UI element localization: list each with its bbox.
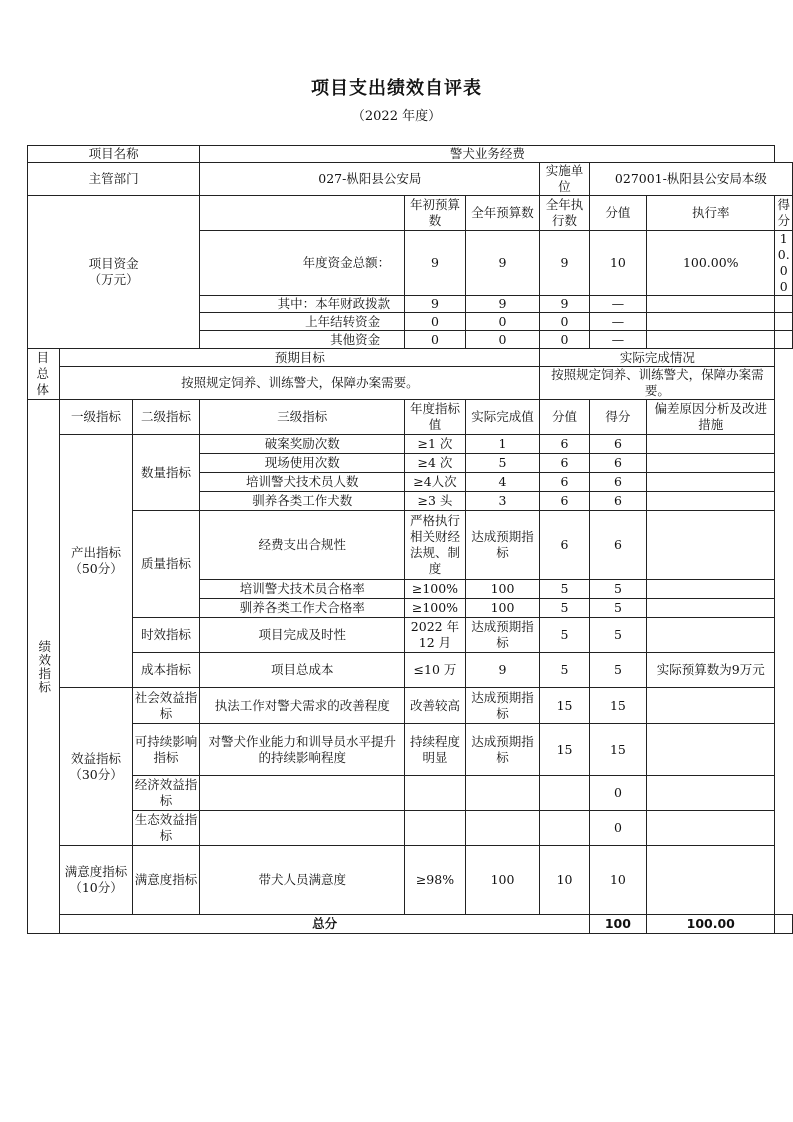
level1-satisfaction: 满意度指标（10分） bbox=[60, 846, 132, 915]
indicator-note bbox=[647, 511, 775, 580]
implementer-value: 027001-枞阳县公安局本级 bbox=[589, 163, 792, 196]
total-score: 100.00 bbox=[647, 915, 775, 934]
indicator-target: ≥100% bbox=[405, 580, 466, 599]
perf-row bbox=[28, 776, 793, 811]
funds-row-name: 其中：本年财政拨款 bbox=[200, 296, 405, 313]
funds-cell: 0 bbox=[540, 313, 590, 331]
indicator-weight: 6 bbox=[540, 511, 590, 580]
indicator-score: 6 bbox=[589, 492, 646, 511]
indicator-target: ≥4 次 bbox=[405, 454, 466, 473]
funds-cell: 0 bbox=[405, 331, 466, 349]
perf-header-row bbox=[28, 400, 793, 435]
funds-cell: 9 bbox=[405, 296, 466, 313]
indicator-score: 15 bbox=[589, 724, 646, 776]
indicator-actual: 9 bbox=[465, 653, 539, 688]
indicator-score: 5 bbox=[589, 618, 646, 653]
level2-ecology: 生态效益指标 bbox=[132, 811, 200, 846]
funds-cell bbox=[647, 313, 775, 331]
indicator-actual: 4 bbox=[465, 473, 539, 492]
indicator-note bbox=[647, 776, 775, 811]
perf-row bbox=[28, 811, 793, 846]
indicator-name bbox=[200, 811, 405, 846]
funds-header-cell: 全年执行数 bbox=[540, 196, 590, 231]
level2-timeliness: 时效指标 bbox=[132, 618, 200, 653]
indicator-weight bbox=[540, 776, 590, 811]
actual-result-text: 按照规定饲养、训练警犬，保障办案需要。 bbox=[540, 367, 775, 400]
self-evaluation-table bbox=[27, 145, 793, 934]
perf-header-cell: 年度指标值 bbox=[405, 400, 466, 435]
indicator-weight: 15 bbox=[540, 724, 590, 776]
indicator-weight: 5 bbox=[540, 618, 590, 653]
indicator-name: 驯养各类工作犬合格率 bbox=[200, 599, 405, 618]
funds-cell: — bbox=[589, 331, 646, 349]
funds-row-name: 年度资金总额： bbox=[200, 231, 405, 296]
indicator-score: 6 bbox=[589, 454, 646, 473]
funds-cell bbox=[775, 296, 793, 313]
expected-goal-label: 预期目标 bbox=[60, 349, 540, 367]
perf-header-cell: 三级指标 bbox=[200, 400, 405, 435]
funds-cell: 0 bbox=[405, 313, 466, 331]
level2-satisfy: 满意度指标 bbox=[132, 846, 200, 915]
indicator-score: 10 bbox=[589, 846, 646, 915]
indicator-weight bbox=[540, 811, 590, 846]
perf-row bbox=[28, 846, 793, 915]
perf-row bbox=[28, 688, 793, 724]
funds-cell: — bbox=[589, 296, 646, 313]
project-name-row bbox=[28, 146, 793, 163]
project-name-value: 警犬业务经费 bbox=[200, 146, 775, 163]
level2-economic: 经济效益指标 bbox=[132, 776, 200, 811]
indicator-score: 6 bbox=[589, 511, 646, 580]
indicator-actual: 100 bbox=[465, 580, 539, 599]
indicator-name: 经费支出合规性 bbox=[200, 511, 405, 580]
perf-header-cell: 得分 bbox=[589, 400, 646, 435]
funds-cell: 0 bbox=[465, 313, 539, 331]
indicator-note bbox=[647, 618, 775, 653]
indicator-name: 执法工作对警犬需求的改善程度 bbox=[200, 688, 405, 724]
funds-cell: 9 bbox=[465, 231, 539, 296]
indicator-name: 现场使用次数 bbox=[200, 454, 405, 473]
indicator-note bbox=[647, 492, 775, 511]
indicator-score: 0 bbox=[589, 776, 646, 811]
level2-quality: 质量指标 bbox=[132, 511, 200, 618]
perf-section-label: 绩效指标 bbox=[28, 400, 60, 934]
indicator-note bbox=[647, 688, 775, 724]
indicator-target bbox=[405, 811, 466, 846]
funds-cell: 9 bbox=[540, 296, 590, 313]
indicator-note bbox=[647, 473, 775, 492]
indicator-score: 6 bbox=[589, 435, 646, 454]
indicator-weight: 6 bbox=[540, 435, 590, 454]
funds-header-cell: 分值 bbox=[589, 196, 646, 231]
funds-label: 项目资金 （万元） bbox=[28, 196, 200, 349]
page-title: 项目支出绩效自评表 bbox=[311, 78, 482, 99]
indicator-actual: 达成预期指标 bbox=[465, 511, 539, 580]
indicator-target bbox=[405, 776, 466, 811]
indicator-note bbox=[647, 811, 775, 846]
indicator-actual: 100 bbox=[465, 599, 539, 618]
indicator-actual: 达成预期指标 bbox=[465, 688, 539, 724]
level2-quantity: 数量指标 bbox=[132, 435, 200, 511]
indicator-target: ≤10 万 bbox=[405, 653, 466, 688]
department-label: 主管部门 bbox=[28, 163, 200, 196]
indicator-target: ≥4人次 bbox=[405, 473, 466, 492]
indicator-note bbox=[647, 724, 775, 776]
indicator-target: ≥100% bbox=[405, 599, 466, 618]
level2-social: 社会效益指标 bbox=[132, 688, 200, 724]
indicator-target: 2022 年 12 月 bbox=[405, 618, 466, 653]
indicator-name bbox=[200, 776, 405, 811]
level1-output: 产出指标（50分） bbox=[60, 435, 132, 688]
indicator-actual: 3 bbox=[465, 492, 539, 511]
perf-header-cell: 一级指标 bbox=[60, 400, 132, 435]
indicator-note bbox=[647, 435, 775, 454]
total-note bbox=[775, 915, 793, 934]
indicator-weight: 15 bbox=[540, 688, 590, 724]
expected-goal-text: 按照规定饲养、训练警犬，保障办案需要。 bbox=[60, 367, 540, 400]
indicator-score: 15 bbox=[589, 688, 646, 724]
perf-row bbox=[28, 511, 793, 580]
indicator-weight: 10 bbox=[540, 846, 590, 915]
funds-cell bbox=[775, 313, 793, 331]
indicator-score: 6 bbox=[589, 473, 646, 492]
indicator-score: 5 bbox=[589, 653, 646, 688]
perf-row bbox=[28, 724, 793, 776]
indicator-note bbox=[647, 599, 775, 618]
total-weight: 100 bbox=[589, 915, 646, 934]
department-value: 027-枞阳县公安局 bbox=[200, 163, 540, 196]
funds-cell: 10.00 bbox=[775, 231, 793, 296]
year-subtitle: （2022 年度） bbox=[351, 109, 442, 124]
funds-cell: 9 bbox=[540, 231, 590, 296]
indicator-score: 5 bbox=[589, 580, 646, 599]
funds-header-cell: 执行率 bbox=[647, 196, 775, 231]
indicator-name: 培训警犬技术员人数 bbox=[200, 473, 405, 492]
funds-cell: 9 bbox=[465, 296, 539, 313]
perf-header-cell: 二级指标 bbox=[132, 400, 200, 435]
indicator-name: 对警犬作业能力和训导员水平提升的持续影响程度 bbox=[200, 724, 405, 776]
funds-header-cell: 得分 bbox=[775, 196, 793, 231]
indicator-name: 项目总成本 bbox=[200, 653, 405, 688]
funds-row-name: 其他资金 bbox=[200, 331, 405, 349]
level2-cost: 成本指标 bbox=[132, 653, 200, 688]
indicator-actual: 达成预期指标 bbox=[465, 618, 539, 653]
perf-header-cell: 偏差原因分析及改进措施 bbox=[647, 400, 775, 435]
indicator-note bbox=[647, 580, 775, 599]
funds-cell bbox=[647, 296, 775, 313]
goals-text-row bbox=[28, 367, 793, 400]
indicator-target: 持续程度明显 bbox=[405, 724, 466, 776]
goals-header-row bbox=[28, 349, 793, 367]
indicator-note bbox=[647, 454, 775, 473]
funds-cell: 0 bbox=[540, 331, 590, 349]
level2-sustain: 可持续影响指标 bbox=[132, 724, 200, 776]
indicator-weight: 6 bbox=[540, 492, 590, 511]
indicator-target: ≥3 头 bbox=[405, 492, 466, 511]
perf-row bbox=[28, 435, 793, 454]
indicator-name: 培训警犬技术员合格率 bbox=[200, 580, 405, 599]
indicator-target: 严格执行相关财经法规、制度 bbox=[405, 511, 466, 580]
funds-header-cell: 年初预算数 bbox=[405, 196, 466, 231]
indicator-target: ≥98% bbox=[405, 846, 466, 915]
indicator-name: 驯养各类工作犬数 bbox=[200, 492, 405, 511]
indicator-name: 带犬人员满意度 bbox=[200, 846, 405, 915]
perf-header-cell: 分值 bbox=[540, 400, 590, 435]
department-row bbox=[28, 163, 793, 196]
level1-benefit: 效益指标（30分） bbox=[60, 688, 132, 846]
funds-cell bbox=[647, 331, 775, 349]
indicator-target: ≥1 次 bbox=[405, 435, 466, 454]
funds-cell: 9 bbox=[405, 231, 466, 296]
indicator-score: 0 bbox=[589, 811, 646, 846]
funds-cell: — bbox=[589, 313, 646, 331]
indicator-actual: 达成预期指标 bbox=[465, 724, 539, 776]
indicator-actual bbox=[465, 776, 539, 811]
indicator-actual: 1 bbox=[465, 435, 539, 454]
goals-side-label: 目总体 bbox=[28, 349, 60, 400]
total-label: 总分 bbox=[60, 915, 589, 934]
perf-row bbox=[28, 653, 793, 688]
indicator-score: 5 bbox=[589, 599, 646, 618]
indicator-note bbox=[647, 846, 775, 915]
indicator-weight: 6 bbox=[540, 473, 590, 492]
indicator-weight: 5 bbox=[540, 580, 590, 599]
actual-result-label: 实际完成情况 bbox=[540, 349, 775, 367]
funds-cell: 0 bbox=[465, 331, 539, 349]
funds-cell: 10 bbox=[589, 231, 646, 296]
indicator-target: 改善较高 bbox=[405, 688, 466, 724]
funds-cell bbox=[775, 331, 793, 349]
perf-header-cell: 实际完成值 bbox=[465, 400, 539, 435]
indicator-name: 项目完成及时性 bbox=[200, 618, 405, 653]
total-row bbox=[28, 915, 793, 934]
project-name-label: 项目名称 bbox=[28, 146, 200, 163]
perf-row bbox=[28, 618, 793, 653]
indicator-weight: 5 bbox=[540, 599, 590, 618]
indicator-weight: 6 bbox=[540, 454, 590, 473]
indicator-actual: 100 bbox=[465, 846, 539, 915]
funds-header-blank bbox=[200, 196, 405, 231]
indicator-weight: 5 bbox=[540, 653, 590, 688]
indicator-note: 实际预算数为9万元 bbox=[647, 653, 775, 688]
funds-row-name: 上年结转资金 bbox=[200, 313, 405, 331]
funds-cell: 100.00% bbox=[647, 231, 775, 296]
funds-header-cell: 全年预算数 bbox=[465, 196, 539, 231]
indicator-actual: 5 bbox=[465, 454, 539, 473]
funds-header-row bbox=[28, 196, 793, 231]
implementer-label: 实施单位 bbox=[540, 163, 590, 196]
indicator-actual bbox=[465, 811, 539, 846]
indicator-name: 破案奖励次数 bbox=[200, 435, 405, 454]
